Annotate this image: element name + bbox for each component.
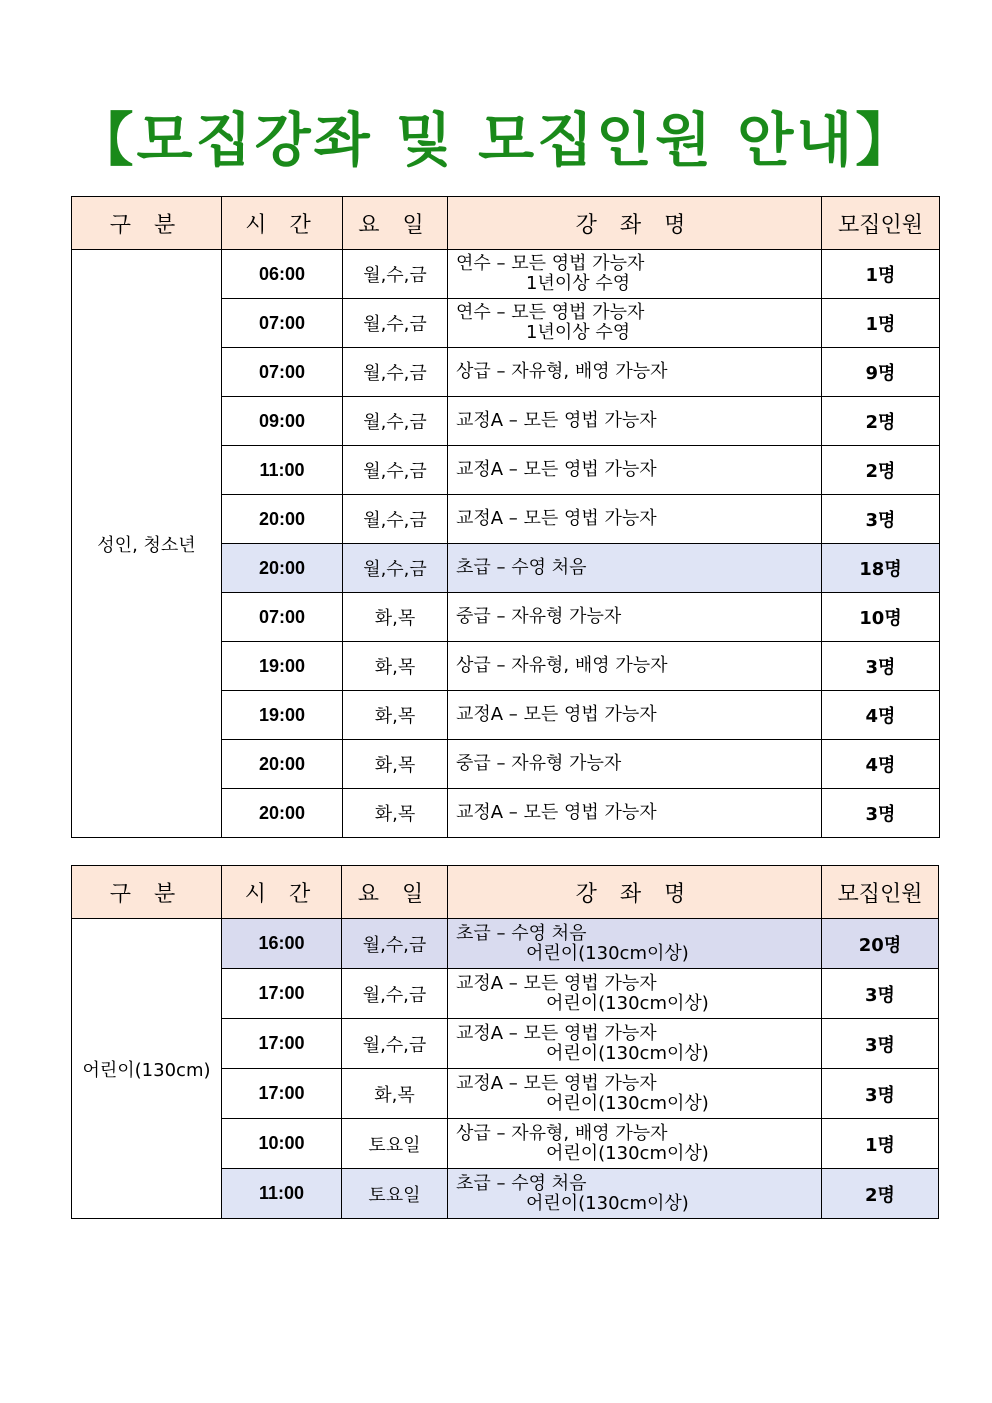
- time-cell: 09:00: [222, 397, 343, 446]
- count-cell: 2명: [822, 1169, 939, 1219]
- course-cell: 교정A – 모든 영법 가능자: [448, 691, 822, 740]
- day-cell: 월,수,금: [343, 299, 448, 348]
- course-name: 상급 – 자유형, 배영 가능자: [456, 1122, 668, 1144]
- course-cell: 교정A – 모든 영법 가능자: [448, 789, 822, 838]
- course-name: 교정A – 모든 영법 가능자: [456, 1072, 657, 1094]
- header-time: 시 간: [222, 866, 342, 919]
- course-cell: [448, 1019, 822, 1069]
- time-cell: 07:00: [222, 299, 343, 348]
- header-day: 요 일: [342, 866, 448, 919]
- course-note: 어린이(130cm이상): [546, 992, 709, 1014]
- header-day: 요 일: [343, 197, 448, 250]
- header-category: 구 분: [72, 197, 222, 250]
- table-row-highlighted: [72, 919, 939, 969]
- course-name: 교정A – 모든 영법 가능자: [456, 1022, 657, 1044]
- count-cell: 3명: [822, 789, 940, 838]
- day-cell: 월,수,금: [343, 250, 448, 299]
- day-cell: 화,목: [342, 1069, 448, 1119]
- count-cell: 2명: [822, 446, 940, 495]
- count-cell: 2명: [822, 397, 940, 446]
- day-cell: 화,목: [343, 593, 448, 642]
- time-cell: 20:00: [222, 495, 343, 544]
- course-note: 1년이상 수영: [526, 273, 631, 294]
- course-cell: 초급 – 수영 처음: [448, 544, 822, 593]
- day-cell: 월,수,금: [343, 397, 448, 446]
- day-cell: 월,수,금: [343, 544, 448, 593]
- day-cell: 월,수,금: [343, 348, 448, 397]
- day-cell: 월,수,금: [342, 919, 448, 969]
- count-cell: 18명: [822, 544, 940, 593]
- time-cell: 11:00: [222, 1169, 342, 1219]
- time-cell: 10:00: [222, 1119, 342, 1169]
- count-cell: 3명: [822, 969, 939, 1019]
- header-recruit: 모집인원: [822, 866, 939, 919]
- course-cell: [448, 299, 822, 348]
- course-cell: 중급 – 자유형 가능자: [448, 740, 822, 789]
- time-cell: 07:00: [222, 593, 343, 642]
- count-cell: 3명: [822, 1019, 939, 1069]
- time-cell: 20:00: [222, 740, 343, 789]
- course-note: 어린이(130cm이상): [546, 1042, 709, 1064]
- time-cell: 19:00: [222, 691, 343, 740]
- table-header: [72, 197, 940, 250]
- day-cell: 월,수,금: [342, 1019, 448, 1069]
- child-schedule-table: [71, 865, 939, 1219]
- course-note: 어린이(130cm이상): [526, 1192, 689, 1214]
- day-cell: 월,수,금: [343, 495, 448, 544]
- day-cell: 토요일: [342, 1119, 448, 1169]
- course-name: 초급 – 수영 처음: [456, 922, 587, 944]
- course-cell: [448, 1169, 822, 1219]
- page-title: 【모집강좌 및 모집인원 안내】: [75, 106, 917, 174]
- course-cell: [448, 250, 822, 299]
- time-cell: 20:00: [222, 544, 343, 593]
- count-cell: 1명: [822, 1119, 939, 1169]
- header-time: 시 간: [222, 197, 343, 250]
- course-cell: [448, 969, 822, 1019]
- course-cell: 교정A – 모든 영법 가능자: [448, 397, 822, 446]
- course-note: 어린이(130cm이상): [526, 942, 689, 964]
- time-cell: 16:00: [222, 919, 342, 969]
- header-recruit: 모집인원: [822, 197, 940, 250]
- course-note: 1년이상 수영: [526, 322, 631, 343]
- day-cell: 화,목: [343, 789, 448, 838]
- table-row: [72, 250, 940, 299]
- time-cell: 11:00: [222, 446, 343, 495]
- count-cell: 4명: [822, 691, 940, 740]
- category-cell: 어린이(130cm): [72, 919, 222, 1219]
- count-cell: 9명: [822, 348, 940, 397]
- day-cell: 화,목: [343, 642, 448, 691]
- course-cell: 상급 – 자유형, 배영 가능자: [448, 348, 822, 397]
- count-cell: 3명: [822, 1069, 939, 1119]
- course-cell: [448, 919, 822, 969]
- count-cell: 1명: [822, 250, 940, 299]
- category-cell: 성인, 청소년: [72, 250, 222, 838]
- header-course: 강 좌 명: [448, 197, 822, 250]
- course-name: 연수 – 모든 영법 가능자: [456, 302, 645, 323]
- day-cell: 화,목: [343, 691, 448, 740]
- time-cell: 19:00: [222, 642, 343, 691]
- course-cell: 상급 – 자유형, 배영 가능자: [448, 642, 822, 691]
- course-name: 연수 – 모든 영법 가능자: [456, 253, 645, 274]
- time-cell: 06:00: [222, 250, 343, 299]
- count-cell: 10명: [822, 593, 940, 642]
- time-cell: 17:00: [222, 1069, 342, 1119]
- course-note: 어린이(130cm이상): [546, 1092, 709, 1114]
- course-name: 초급 – 수영 처음: [456, 1172, 587, 1194]
- course-name: 교정A – 모든 영법 가능자: [456, 972, 657, 994]
- time-cell: 17:00: [222, 1019, 342, 1069]
- time-cell: 07:00: [222, 348, 343, 397]
- table-header: [72, 866, 939, 919]
- course-note: 어린이(130cm이상): [546, 1142, 709, 1164]
- day-cell: 토요일: [342, 1169, 448, 1219]
- day-cell: 화,목: [343, 740, 448, 789]
- count-cell: 20명: [822, 919, 939, 969]
- count-cell: 3명: [822, 642, 940, 691]
- adult-schedule-table: [71, 196, 940, 838]
- day-cell: 월,수,금: [342, 969, 448, 1019]
- header-category: 구 분: [72, 866, 222, 919]
- course-cell: [448, 1119, 822, 1169]
- count-cell: 1명: [822, 299, 940, 348]
- course-cell: 중급 – 자유형 가능자: [448, 593, 822, 642]
- course-cell: 교정A – 모든 영법 가능자: [448, 495, 822, 544]
- day-cell: 월,수,금: [343, 446, 448, 495]
- header-course: 강 좌 명: [448, 866, 822, 919]
- course-cell: [448, 1069, 822, 1119]
- count-cell: 4명: [822, 740, 940, 789]
- count-cell: 3명: [822, 495, 940, 544]
- time-cell: 20:00: [222, 789, 343, 838]
- time-cell: 17:00: [222, 969, 342, 1019]
- course-cell: 교정A – 모든 영법 가능자: [448, 446, 822, 495]
